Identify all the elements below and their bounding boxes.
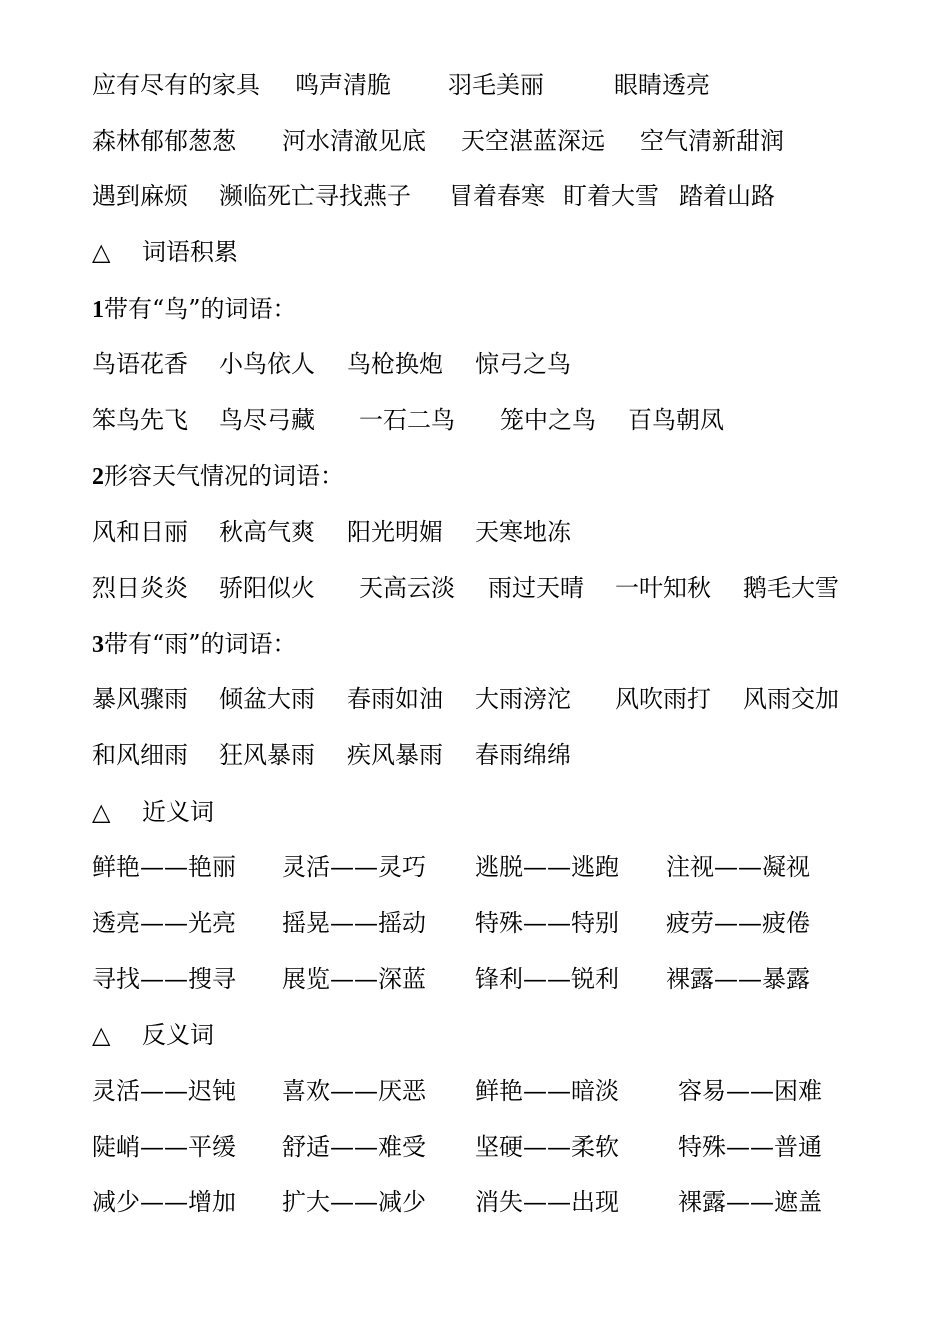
word: 风雨交加 bbox=[743, 685, 839, 713]
section-heading-vocab bbox=[92, 235, 238, 269]
word-pair: 裸露——暴露 bbox=[666, 965, 810, 993]
triangle-icon: △ bbox=[92, 798, 111, 826]
word-pair: 减少——增加 bbox=[92, 1188, 236, 1216]
group-title: 形容天气情况的词语： bbox=[104, 462, 344, 490]
word: 暴风骤雨 bbox=[92, 685, 188, 713]
word-pair: 容易——困难 bbox=[678, 1077, 822, 1105]
word-pair: 展览——深蓝 bbox=[282, 965, 426, 993]
word-pair: 注视——凝视 bbox=[666, 853, 810, 881]
phrase: 应有尽有的家具 bbox=[92, 71, 260, 99]
phrase: 森林郁郁葱葱 bbox=[92, 127, 236, 155]
word: 惊弓之鸟 bbox=[475, 350, 571, 378]
word: 小鸟依人 bbox=[219, 350, 315, 378]
group-title: 带有“雨”的词语： bbox=[104, 630, 297, 658]
group-heading-2 bbox=[92, 459, 344, 493]
word-pair: 鲜艳——艳丽 bbox=[92, 853, 236, 881]
section-title: 近义词 bbox=[142, 798, 214, 826]
section-heading-antonyms bbox=[92, 1018, 214, 1052]
word: 笨鸟先飞 bbox=[92, 406, 188, 434]
word-pair: 裸露——遮盖 bbox=[678, 1188, 822, 1216]
group-title: 带有“鸟”的词语： bbox=[104, 295, 297, 323]
word: 倾盆大雨 bbox=[219, 685, 315, 713]
phrase: 鸣声清脆 bbox=[295, 71, 391, 99]
phrase: 眼睛透亮 bbox=[614, 71, 710, 99]
word: 大雨滂沱 bbox=[475, 685, 571, 713]
word: 阳光明媚 bbox=[347, 518, 443, 546]
word: 天高云淡 bbox=[359, 574, 455, 602]
word-pair: 舒适——难受 bbox=[282, 1133, 426, 1161]
word: 百鸟朝凤 bbox=[628, 406, 724, 434]
word-pair: 摇晃——摇动 bbox=[282, 909, 426, 937]
word: 笼中之鸟 bbox=[500, 406, 596, 434]
phrase: 冒着春寒 bbox=[449, 182, 545, 210]
phrase: 盯着大雪 bbox=[563, 182, 659, 210]
word: 骄阳似火 bbox=[219, 574, 315, 602]
word: 鸟尽弓藏 bbox=[219, 406, 315, 434]
word: 一叶知秋 bbox=[615, 574, 711, 602]
word-pair: 逃脱——逃跑 bbox=[475, 853, 619, 881]
word: 风和日丽 bbox=[92, 518, 188, 546]
word: 和风细雨 bbox=[92, 741, 188, 769]
word-pair: 陡峭——平缓 bbox=[92, 1133, 236, 1161]
word-pair: 扩大——减少 bbox=[282, 1188, 426, 1216]
word: 鹅毛大雪 bbox=[743, 574, 839, 602]
phrase: 空气清新甜润 bbox=[640, 127, 784, 155]
group-number: 2 bbox=[92, 464, 104, 490]
word-pair: 寻找——搜寻 bbox=[92, 965, 236, 993]
word-pair: 消失——出现 bbox=[475, 1188, 619, 1216]
phrase: 濒临死亡寻找燕子 bbox=[219, 182, 411, 210]
word: 秋高气爽 bbox=[219, 518, 315, 546]
word-pair: 灵活——灵巧 bbox=[282, 853, 426, 881]
word-pair: 喜欢——厌恶 bbox=[282, 1077, 426, 1105]
word-pair: 疲劳——疲倦 bbox=[666, 909, 810, 937]
phrase: 遇到麻烦 bbox=[92, 182, 188, 210]
word-pair: 锋利——锐利 bbox=[475, 965, 619, 993]
word-pair: 特殊——普通 bbox=[678, 1133, 822, 1161]
word: 春雨如油 bbox=[347, 685, 443, 713]
word: 烈日炎炎 bbox=[92, 574, 188, 602]
word: 疾风暴雨 bbox=[347, 741, 443, 769]
word: 风吹雨打 bbox=[615, 685, 711, 713]
word-pair: 特殊——特别 bbox=[475, 909, 619, 937]
word: 鸟语花香 bbox=[92, 350, 188, 378]
section-title: 反义词 bbox=[142, 1021, 214, 1049]
group-heading-1 bbox=[92, 292, 297, 326]
word: 一石二鸟 bbox=[359, 406, 455, 434]
phrase: 羽毛美丽 bbox=[448, 71, 544, 99]
phrase: 河水清澈见底 bbox=[282, 127, 426, 155]
phrase: 踏着山路 bbox=[679, 182, 775, 210]
group-heading-3 bbox=[92, 627, 297, 661]
word-pair: 透亮——光亮 bbox=[92, 909, 236, 937]
group-number: 1 bbox=[92, 297, 104, 323]
triangle-icon: △ bbox=[92, 238, 111, 266]
section-title: 词语积累 bbox=[142, 238, 238, 266]
group-number: 3 bbox=[92, 632, 104, 658]
word: 雨过天晴 bbox=[488, 574, 584, 602]
triangle-icon: △ bbox=[92, 1021, 111, 1049]
word: 天寒地冻 bbox=[475, 518, 571, 546]
word: 鸟枪换炮 bbox=[347, 350, 443, 378]
word: 春雨绵绵 bbox=[475, 741, 571, 769]
word-pair: 鲜艳——暗淡 bbox=[475, 1077, 619, 1105]
phrase: 天空湛蓝深远 bbox=[461, 127, 605, 155]
word-pair: 坚硬——柔软 bbox=[475, 1133, 619, 1161]
section-heading-synonyms bbox=[92, 795, 214, 829]
word-pair: 灵活——迟钝 bbox=[92, 1077, 236, 1105]
word: 狂风暴雨 bbox=[219, 741, 315, 769]
